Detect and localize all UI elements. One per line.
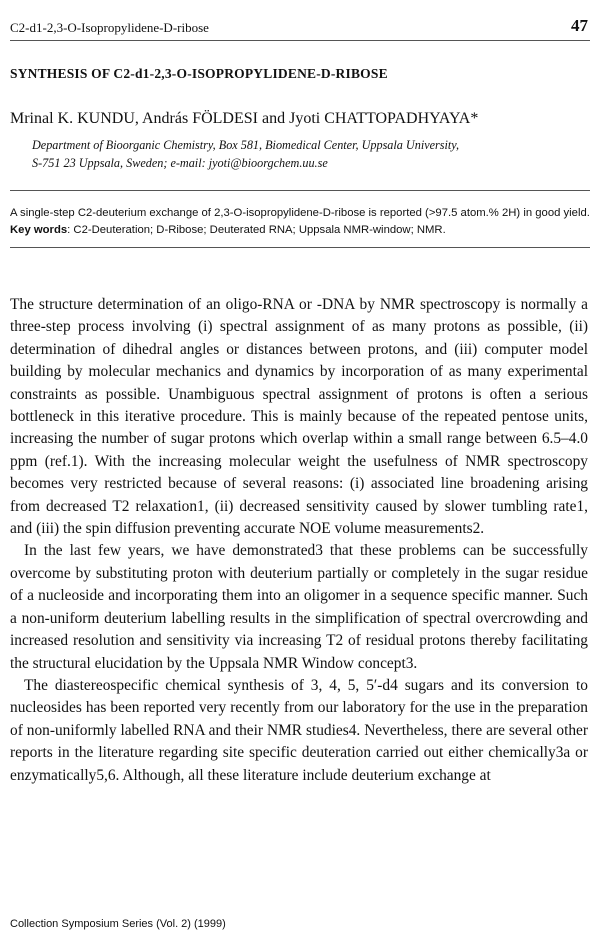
keywords-list: : C2-Deuteration; D-Ribose; Deuterated RNA; Uppsala NMR-window; NMR. — [67, 224, 446, 236]
affiliation-line-2: S-751 23 Uppsala, Sweden; e-mail: jyoti@bioorgchem.uu.se — [32, 156, 328, 170]
running-title: C2-d1-2,3-O-Isopropylidene-D-ribose — [10, 20, 209, 35]
affiliation — [32, 136, 459, 172]
author-list: Mrinal K. KUNDU, András FÖLDESI and Jyoti CHATTOPADHYAYA* — [10, 110, 479, 127]
article-title: SYNTHESIS OF C2-d1-2,3-O-ISOPROPYLIDENE-D-RIBOSE — [10, 66, 388, 81]
abstract-text: A single-step C2-deuterium exchange of 2,3-O-isopropylidene-D-ribose is reported (>97.5 atom.% 2H) in good yield. — [10, 207, 590, 219]
running-header — [10, 14, 590, 41]
affiliation-line-1: Department of Bioorganic Chemistry, Box 581, Biomedical Center, Uppsala University, — [32, 138, 460, 152]
paragraph-1: The structure determination of an oligo-RNA or -DNA by NMR spectroscopy is normally a three-step process involving (i) spectral assignment of as many protons as possible, (ii) determination of dihedral angles or distances between protons, and (iii) computer model building by molecular mechanics and dynamics by incorporation of as many experimental constraints as possible. Unambiguous spectral assignment of protons is often a serious bottleneck in this iterative procedure. This is mainly because of the repeated pentose units, increasing the number of sugar protons which overlap within a small range between 6.5–4.0 ppm (ref.1). With the increasing molecular weight the usefulness of NMR spectroscopy becomes very restricted because of several reasons: (i) associated line broadening arising from decreased T2 relaxation1, (ii) decreased sensitivity caused by slower tumbling rate1, and (iii) the spin diffusion preventing accurate NOE volume measurements2. — [10, 296, 588, 538]
keywords — [10, 222, 590, 239]
paragraph-2: In the last few years, we have demonstrated3 that these problems can be successfully overcome by substituting proton with deuterium partially or completely in the sugar residue of a nucleoside and incorporating them into an oligomer in a sequence specific manner. Such a non-uniform deuterium labelling results in the simplification of spectral overcrowding and increased resolution and sensitivity via increasing T2 of residual protons thereby facilitating the structural elucidation by the Uppsala NMR Window concept3. — [10, 542, 588, 672]
body-text — [10, 294, 588, 787]
paragraph-3: The diastereospecific chemical synthesis of 3, 4, 5, 5′-d4 sugars and its conversion to nucleosides has been reported very recently from our laboratory for the use in the preparation of non-uniformly labelled RNA and their NMR studies4. Nevertheless, there are several other reports in the literature regarding site specific deuteration carried out either chemically3a or enzymatically5,6. Although, all these literature include deuterium exchange at — [10, 676, 588, 784]
abstract-box — [10, 190, 590, 248]
page-number: 47 — [571, 16, 588, 35]
keywords-label: Key words — [10, 224, 68, 236]
page-footer: Collection Symposium Series (Vol. 2) (1999) — [10, 918, 226, 930]
